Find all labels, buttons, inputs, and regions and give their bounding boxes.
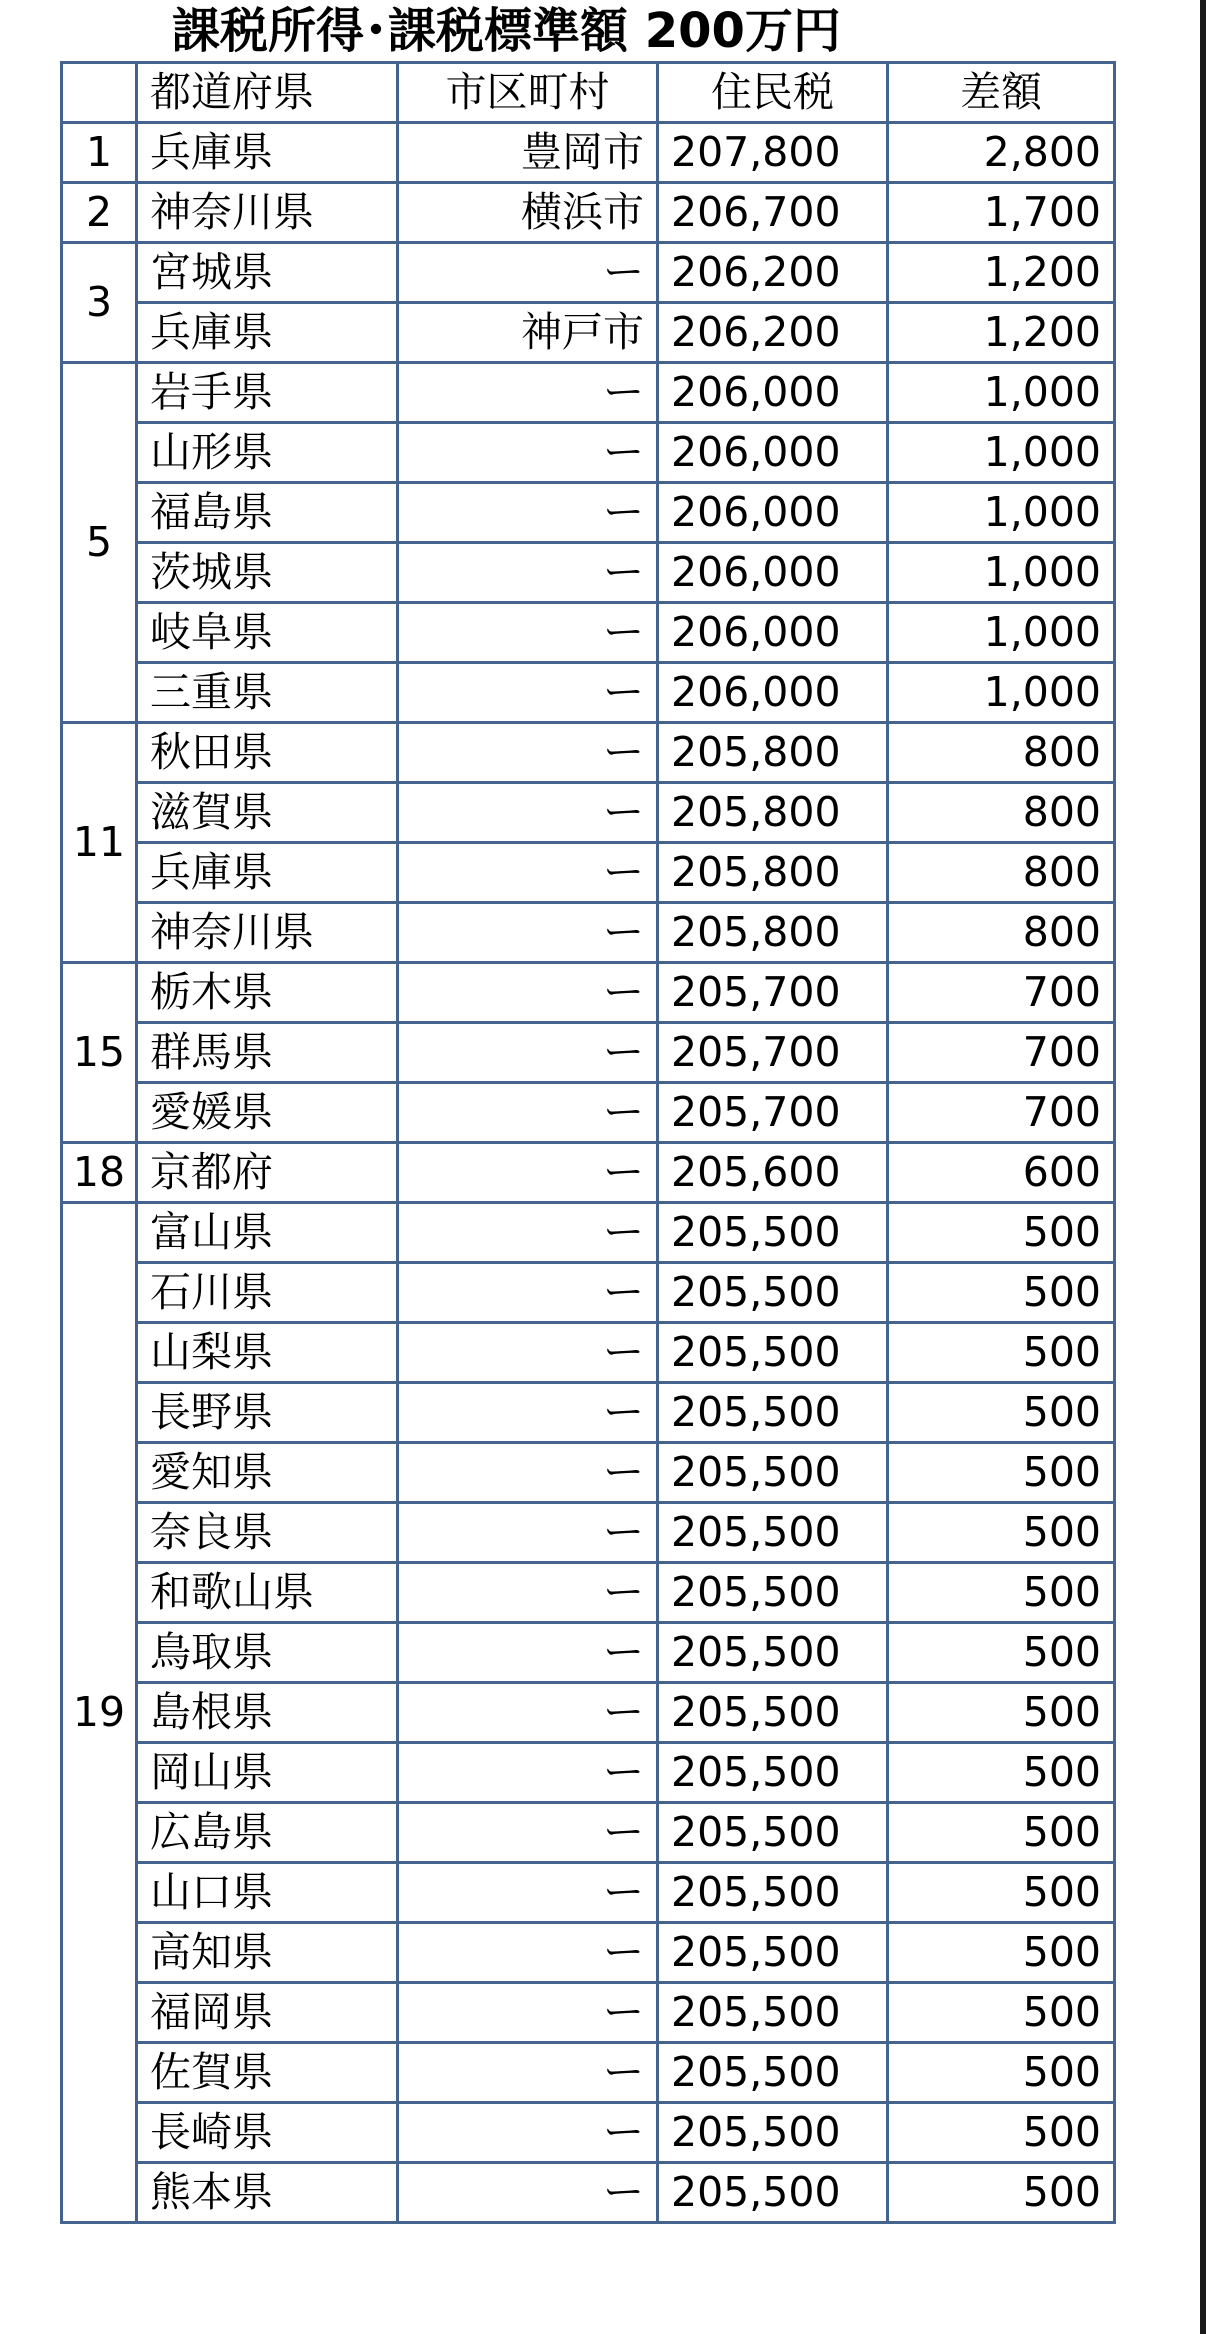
city-cell: ー — [398, 1323, 658, 1383]
table-row — [62, 963, 1115, 1023]
resident-tax-cell: 205,800 — [658, 783, 888, 843]
prefecture-cell: 神奈川県 — [137, 183, 398, 243]
difference-cell: 800 — [888, 903, 1115, 963]
city-cell: ー — [398, 1923, 658, 1983]
difference-cell: 500 — [888, 1923, 1115, 1983]
header-prefecture: 都道府県 — [137, 63, 398, 123]
rank-cell: 2 — [62, 183, 137, 243]
rank-cell: 15 — [62, 963, 137, 1143]
difference-cell: 1,000 — [888, 543, 1115, 603]
resident-tax-cell: 205,500 — [658, 1923, 888, 1983]
city-cell: ー — [398, 1023, 658, 1083]
table-row — [62, 483, 1115, 543]
prefecture-cell: 茨城県 — [137, 543, 398, 603]
table-row — [62, 1923, 1115, 1983]
resident-tax-cell: 205,500 — [658, 1443, 888, 1503]
difference-cell: 700 — [888, 1083, 1115, 1143]
prefecture-cell: 島根県 — [137, 1683, 398, 1743]
resident-tax-cell: 205,500 — [658, 1263, 888, 1323]
resident-tax-cell: 205,600 — [658, 1143, 888, 1203]
difference-cell: 500 — [888, 1203, 1115, 1263]
city-cell: ー — [398, 543, 658, 603]
table-row — [62, 2163, 1115, 2223]
prefecture-cell: 三重県 — [137, 663, 398, 723]
difference-cell: 500 — [888, 2163, 1115, 2223]
prefecture-cell: 高知県 — [137, 1923, 398, 1983]
city-cell: ー — [398, 1263, 658, 1323]
table-row — [62, 1623, 1115, 1683]
table-row — [62, 243, 1115, 303]
resident-tax-cell: 205,500 — [658, 2043, 888, 2103]
resident-tax-cell: 205,700 — [658, 1023, 888, 1083]
difference-cell: 1,200 — [888, 303, 1115, 363]
table-header-row — [62, 63, 1115, 123]
table-row — [62, 2043, 1115, 2103]
prefecture-cell: 愛知県 — [137, 1443, 398, 1503]
city-cell: ー — [398, 603, 658, 663]
resident-tax-cell: 206,000 — [658, 603, 888, 663]
resident-tax-cell: 206,000 — [658, 423, 888, 483]
prefecture-cell: 岡山県 — [137, 1743, 398, 1803]
difference-cell: 500 — [888, 1683, 1115, 1743]
prefecture-cell: 富山県 — [137, 1203, 398, 1263]
city-cell: ー — [398, 363, 658, 423]
rank-cell: 18 — [62, 1143, 137, 1203]
prefecture-cell: 佐賀県 — [137, 2043, 398, 2103]
resident-tax-cell: 205,800 — [658, 723, 888, 783]
prefecture-cell: 長野県 — [137, 1383, 398, 1443]
table-row — [62, 1983, 1115, 2043]
resident-tax-cell: 205,500 — [658, 2163, 888, 2223]
city-cell: 横浜市 — [398, 183, 658, 243]
window-edge — [1200, 0, 1206, 2334]
difference-cell: 500 — [888, 1563, 1115, 1623]
difference-cell: 1,000 — [888, 603, 1115, 663]
resident-tax-cell: 205,500 — [658, 1383, 888, 1443]
difference-cell: 1,000 — [888, 483, 1115, 543]
prefecture-cell: 奈良県 — [137, 1503, 398, 1563]
table-row — [62, 843, 1115, 903]
city-cell: ー — [398, 903, 658, 963]
difference-cell: 1,000 — [888, 423, 1115, 483]
table-row — [62, 663, 1115, 723]
prefecture-cell: 群馬県 — [137, 1023, 398, 1083]
header-resident-tax: 住民税 — [658, 63, 888, 123]
city-cell: ー — [398, 1863, 658, 1923]
header-difference: 差額 — [888, 63, 1115, 123]
difference-cell: 800 — [888, 723, 1115, 783]
prefecture-cell: 長崎県 — [137, 2103, 398, 2163]
city-cell: 豊岡市 — [398, 123, 658, 183]
tax-ranking-table — [60, 61, 1116, 2224]
city-cell: ー — [398, 783, 658, 843]
resident-tax-cell: 206,000 — [658, 663, 888, 723]
resident-tax-cell: 205,500 — [658, 1323, 888, 1383]
city-cell: ー — [398, 1083, 658, 1143]
prefecture-cell: 鳥取県 — [137, 1623, 398, 1683]
table-row — [62, 1083, 1115, 1143]
table-row — [62, 183, 1115, 243]
table-row — [62, 1443, 1115, 1503]
rank-cell: 19 — [62, 1203, 137, 2223]
prefecture-cell: 神奈川県 — [137, 903, 398, 963]
table-row — [62, 1863, 1115, 1923]
table-row — [62, 1383, 1115, 1443]
prefecture-cell: 広島県 — [137, 1803, 398, 1863]
resident-tax-cell: 205,500 — [658, 1983, 888, 2043]
rank-cell: 5 — [62, 363, 137, 723]
rank-cell: 3 — [62, 243, 137, 363]
resident-tax-cell: 205,800 — [658, 843, 888, 903]
difference-cell: 500 — [888, 2103, 1115, 2163]
difference-cell: 2,800 — [888, 123, 1115, 183]
resident-tax-cell: 206,000 — [658, 363, 888, 423]
difference-cell: 1,000 — [888, 363, 1115, 423]
resident-tax-cell: 205,500 — [658, 1623, 888, 1683]
resident-tax-cell: 205,500 — [658, 1563, 888, 1623]
difference-cell: 700 — [888, 1023, 1115, 1083]
rank-cell: 11 — [62, 723, 137, 963]
resident-tax-cell: 205,500 — [658, 1863, 888, 1923]
table-row — [62, 783, 1115, 843]
difference-cell: 1,700 — [888, 183, 1115, 243]
prefecture-cell: 兵庫県 — [137, 123, 398, 183]
resident-tax-cell: 205,500 — [658, 1683, 888, 1743]
city-cell: ー — [398, 423, 658, 483]
table-row — [62, 1503, 1115, 1563]
table-row — [62, 1803, 1115, 1863]
city-cell: ー — [398, 1383, 658, 1443]
prefecture-cell: 秋田県 — [137, 723, 398, 783]
table-row — [62, 1023, 1115, 1083]
difference-cell: 500 — [888, 1383, 1115, 1443]
table-row — [62, 1263, 1115, 1323]
city-cell: ー — [398, 1623, 658, 1683]
table-row — [62, 303, 1115, 363]
city-cell: ー — [398, 1683, 658, 1743]
table-row — [62, 123, 1115, 183]
prefecture-cell: 福島県 — [137, 483, 398, 543]
resident-tax-cell: 205,700 — [658, 1083, 888, 1143]
city-cell: ー — [398, 1143, 658, 1203]
difference-cell: 800 — [888, 783, 1115, 843]
city-cell: ー — [398, 2103, 658, 2163]
city-cell: ー — [398, 1443, 658, 1503]
table-row — [62, 1143, 1115, 1203]
city-cell: ー — [398, 723, 658, 783]
difference-cell: 500 — [888, 1983, 1115, 2043]
table-row — [62, 603, 1115, 663]
resident-tax-cell: 205,800 — [658, 903, 888, 963]
resident-tax-cell: 205,700 — [658, 963, 888, 1023]
prefecture-cell: 兵庫県 — [137, 303, 398, 363]
city-cell: ー — [398, 963, 658, 1023]
prefecture-cell: 福岡県 — [137, 1983, 398, 2043]
table-row — [62, 723, 1115, 783]
city-cell: ー — [398, 663, 658, 723]
prefecture-cell: 山口県 — [137, 1863, 398, 1923]
difference-cell: 500 — [888, 1323, 1115, 1383]
difference-cell: 500 — [888, 1863, 1115, 1923]
difference-cell: 500 — [888, 1743, 1115, 1803]
page-title: 課税所得･課税標準額 200万円 — [172, 3, 841, 59]
header-rank — [62, 63, 137, 123]
prefecture-cell: 愛媛県 — [137, 1083, 398, 1143]
prefecture-cell: 岩手県 — [137, 363, 398, 423]
city-cell: ー — [398, 2163, 658, 2223]
resident-tax-cell: 206,200 — [658, 303, 888, 363]
resident-tax-cell: 207,800 — [658, 123, 888, 183]
table-row — [62, 1563, 1115, 1623]
table-row — [62, 1203, 1115, 1263]
prefecture-cell: 熊本県 — [137, 2163, 398, 2223]
city-cell: ー — [398, 243, 658, 303]
prefecture-cell: 和歌山県 — [137, 1563, 398, 1623]
prefecture-cell: 山形県 — [137, 423, 398, 483]
difference-cell: 800 — [888, 843, 1115, 903]
difference-cell: 500 — [888, 1503, 1115, 1563]
city-cell: ー — [398, 1563, 658, 1623]
prefecture-cell: 滋賀県 — [137, 783, 398, 843]
table-body — [62, 123, 1115, 2223]
resident-tax-cell: 206,000 — [658, 543, 888, 603]
resident-tax-cell: 205,500 — [658, 1203, 888, 1263]
city-cell: 神戸市 — [398, 303, 658, 363]
difference-cell: 1,200 — [888, 243, 1115, 303]
city-cell: ー — [398, 1503, 658, 1563]
table-row — [62, 423, 1115, 483]
prefecture-cell: 石川県 — [137, 1263, 398, 1323]
difference-cell: 600 — [888, 1143, 1115, 1203]
resident-tax-cell: 206,000 — [658, 483, 888, 543]
city-cell: ー — [398, 1203, 658, 1263]
table-row — [62, 1683, 1115, 1743]
city-cell: ー — [398, 1983, 658, 2043]
prefecture-cell: 山梨県 — [137, 1323, 398, 1383]
table-row — [62, 543, 1115, 603]
city-cell: ー — [398, 483, 658, 543]
resident-tax-cell: 206,700 — [658, 183, 888, 243]
resident-tax-cell: 205,500 — [658, 2103, 888, 2163]
table-row — [62, 1323, 1115, 1383]
rank-cell: 1 — [62, 123, 137, 183]
difference-cell: 500 — [888, 1443, 1115, 1503]
table-row — [62, 903, 1115, 963]
header-city: 市区町村 — [398, 63, 658, 123]
resident-tax-cell: 205,500 — [658, 1503, 888, 1563]
difference-cell: 500 — [888, 1263, 1115, 1323]
prefecture-cell: 京都府 — [137, 1143, 398, 1203]
difference-cell: 700 — [888, 963, 1115, 1023]
city-cell: ー — [398, 1803, 658, 1863]
prefecture-cell: 岐阜県 — [137, 603, 398, 663]
table-row — [62, 2103, 1115, 2163]
resident-tax-cell: 206,200 — [658, 243, 888, 303]
city-cell: ー — [398, 2043, 658, 2103]
prefecture-cell: 栃木県 — [137, 963, 398, 1023]
table-row — [62, 363, 1115, 423]
difference-cell: 500 — [888, 2043, 1115, 2103]
prefecture-cell: 宮城県 — [137, 243, 398, 303]
resident-tax-cell: 205,500 — [658, 1743, 888, 1803]
prefecture-cell: 兵庫県 — [137, 843, 398, 903]
table-row — [62, 1743, 1115, 1803]
city-cell: ー — [398, 1743, 658, 1803]
difference-cell: 1,000 — [888, 663, 1115, 723]
city-cell: ー — [398, 843, 658, 903]
resident-tax-cell: 205,500 — [658, 1803, 888, 1863]
difference-cell: 500 — [888, 1623, 1115, 1683]
difference-cell: 500 — [888, 1803, 1115, 1863]
